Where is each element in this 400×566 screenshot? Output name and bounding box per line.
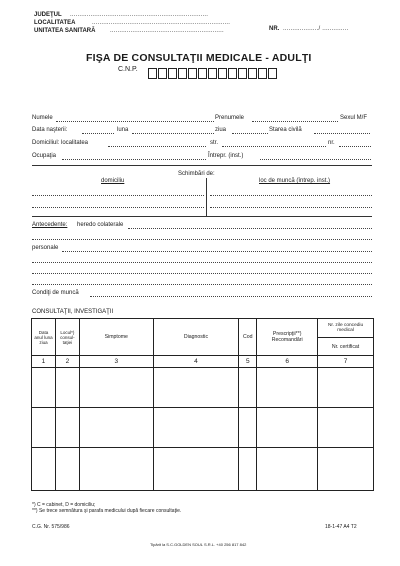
cnp-digit-box[interactable] [248, 68, 257, 79]
domiciliu-line-2[interactable] [32, 207, 204, 208]
str-line[interactable] [222, 146, 326, 147]
table-cell[interactable] [153, 408, 239, 448]
domiciliu-header: domiciliu [101, 178, 125, 184]
localitatea-dots[interactable]: .......................................................................... [92, 20, 231, 26]
starea-civila-label: Starea civilă [269, 127, 302, 133]
col-num-4: 4 [153, 356, 239, 368]
form-code: 18-1-47 A4 T2 [325, 524, 357, 530]
antecedente-label: Antecedente: [32, 222, 68, 228]
col-num-6: 6 [257, 356, 318, 368]
col-diagnostic-header: Diagnostic [153, 319, 239, 356]
col-zile-header: Nr. zile concediu medical [318, 319, 374, 338]
col-num-5: 5 [239, 356, 257, 368]
luna-label: luna [117, 127, 129, 133]
cnp-digit-box[interactable] [268, 68, 277, 79]
table-row[interactable] [32, 448, 374, 491]
col-data-header: Data anul luna ziua [32, 319, 56, 356]
conditii-label: Condiţi de muncă [32, 290, 79, 296]
cnp-digit-box[interactable] [178, 68, 187, 79]
an-line[interactable] [82, 133, 114, 134]
nr-dots[interactable]: .................../ .............. [283, 26, 349, 32]
col-simptome-header: Simptome [79, 319, 153, 356]
domiciliul-label: Domiciliul: localitatea [32, 140, 89, 146]
heredo-line[interactable] [128, 228, 372, 229]
cg-number: C.G. Nr. 575/986 [32, 524, 70, 530]
loc-munca-line-2[interactable] [210, 207, 372, 208]
table-cell[interactable] [318, 368, 374, 408]
heredo-label: heredo colaterale [77, 222, 124, 228]
nr-line[interactable] [339, 146, 371, 147]
starea-civila-line[interactable] [314, 133, 370, 134]
cnp-digit-box[interactable] [158, 68, 167, 79]
personale-line-4[interactable] [32, 284, 372, 285]
cnp-label: C.N.P. [118, 66, 138, 73]
schimbari-label: Schimbări de: [178, 171, 215, 177]
section-divider [32, 216, 372, 217]
consult-table [31, 318, 374, 491]
col-certificat-header: Nr. certificat [318, 338, 374, 356]
cnp-digit-box[interactable] [238, 68, 247, 79]
unitatea-dots[interactable]: ............................................................. [110, 28, 224, 34]
col-num-2: 2 [55, 356, 79, 368]
consult-title: CONSULTAŢII, INVESTIGAŢII [32, 309, 114, 315]
table-cell[interactable] [32, 448, 56, 491]
section-divider [32, 165, 372, 166]
table-cell[interactable] [153, 448, 239, 491]
table-cell[interactable] [153, 368, 239, 408]
nr-field-label: nr. [328, 140, 335, 146]
table-cell[interactable] [32, 408, 56, 448]
table-cell[interactable] [239, 448, 257, 491]
table-row[interactable] [32, 368, 374, 408]
cnp-digit-box[interactable] [218, 68, 227, 79]
cnp-digit-box[interactable] [188, 68, 197, 79]
table-cell[interactable] [239, 408, 257, 448]
cnp-digit-box[interactable] [168, 68, 177, 79]
loc-munca-header: loc de muncă (întrep. inst.) [259, 178, 331, 184]
footnote-1: *) C = cabinet, D = domiciliu; [32, 502, 96, 508]
table-cell[interactable] [318, 408, 374, 448]
page-title: FIŞA DE CONSULTAŢII MEDICALE - ADULŢI [86, 52, 312, 64]
cnp-digit-box[interactable] [208, 68, 217, 79]
table-cell[interactable] [55, 448, 79, 491]
col-num-1: 1 [32, 356, 56, 368]
str-label: str. [210, 140, 219, 146]
ocupatia-label: Ocupaţia [32, 153, 57, 159]
loc-munca-line-1[interactable] [210, 195, 372, 196]
nume-label: Numele [32, 115, 53, 121]
data-nasterii-label: Data naşterii: [32, 127, 68, 133]
table-cell[interactable] [318, 448, 374, 491]
cnp-digit-box[interactable] [198, 68, 207, 79]
printer-note: Tipărit la S.C.GOLDEN SOUL S.R.L. +40 256 817 842 [150, 542, 247, 547]
ziua-label: ziua [215, 127, 227, 133]
intrepr-line[interactable] [260, 159, 371, 160]
table-cell[interactable] [55, 368, 79, 408]
sexul-label[interactable]: Sexul M/F [340, 115, 368, 121]
prenume-label: Prenumele [215, 115, 245, 121]
table-cell[interactable] [257, 448, 318, 491]
judet-dots[interactable]: .......................................................................... [70, 12, 209, 18]
personale-line-3[interactable] [32, 273, 372, 274]
changes-divider [206, 178, 207, 216]
table-cell[interactable] [55, 408, 79, 448]
col-num-7: 7 [318, 356, 374, 368]
col-locul-header: Locul*) consul-taţiei [55, 319, 79, 356]
table-cell[interactable] [257, 368, 318, 408]
table-cell[interactable] [79, 408, 153, 448]
localitatea-line[interactable] [108, 146, 206, 147]
intrepr-label: Întrepr. (inst.) [208, 153, 244, 159]
table-cell[interactable] [257, 408, 318, 448]
ocupatia-line[interactable] [62, 159, 206, 160]
footnote-2: **) Se trece semnătura şi parafa medicului după fiecare consultaţie. [32, 508, 182, 514]
table-cell[interactable] [79, 448, 153, 491]
cnp-digit-box[interactable] [228, 68, 237, 79]
personale-label: personale [32, 245, 59, 251]
col-prescriptii-header: Prescripţii**) Recomandări [257, 319, 318, 356]
luna-line[interactable] [132, 133, 214, 134]
localitatea-label: LOCALITATEA [34, 20, 76, 26]
table-cell[interactable] [32, 368, 56, 408]
cnp-digit-box[interactable] [148, 68, 157, 79]
col-cod-header: Cod [239, 319, 257, 356]
prenume-line[interactable] [252, 121, 338, 122]
cnp-digit-box[interactable] [258, 68, 267, 79]
table-cell[interactable] [79, 368, 153, 408]
ziua-line[interactable] [232, 133, 268, 134]
domiciliu-line-1[interactable] [32, 195, 204, 196]
nume-line[interactable] [56, 121, 214, 122]
col-num-3: 3 [79, 356, 153, 368]
table-cell[interactable] [239, 368, 257, 408]
table-row[interactable] [32, 408, 374, 448]
conditii-line[interactable] [90, 296, 372, 297]
heredo-line-2[interactable] [32, 239, 372, 240]
personale-line[interactable] [62, 251, 372, 252]
cnp-boxes[interactable] [148, 65, 278, 83]
personale-line-2[interactable] [32, 262, 372, 263]
judet-label: JUDEŢUL [34, 12, 62, 18]
nr-label: NR. [269, 26, 280, 32]
unitatea-label: UNITATEA SANITARĂ [34, 28, 96, 34]
